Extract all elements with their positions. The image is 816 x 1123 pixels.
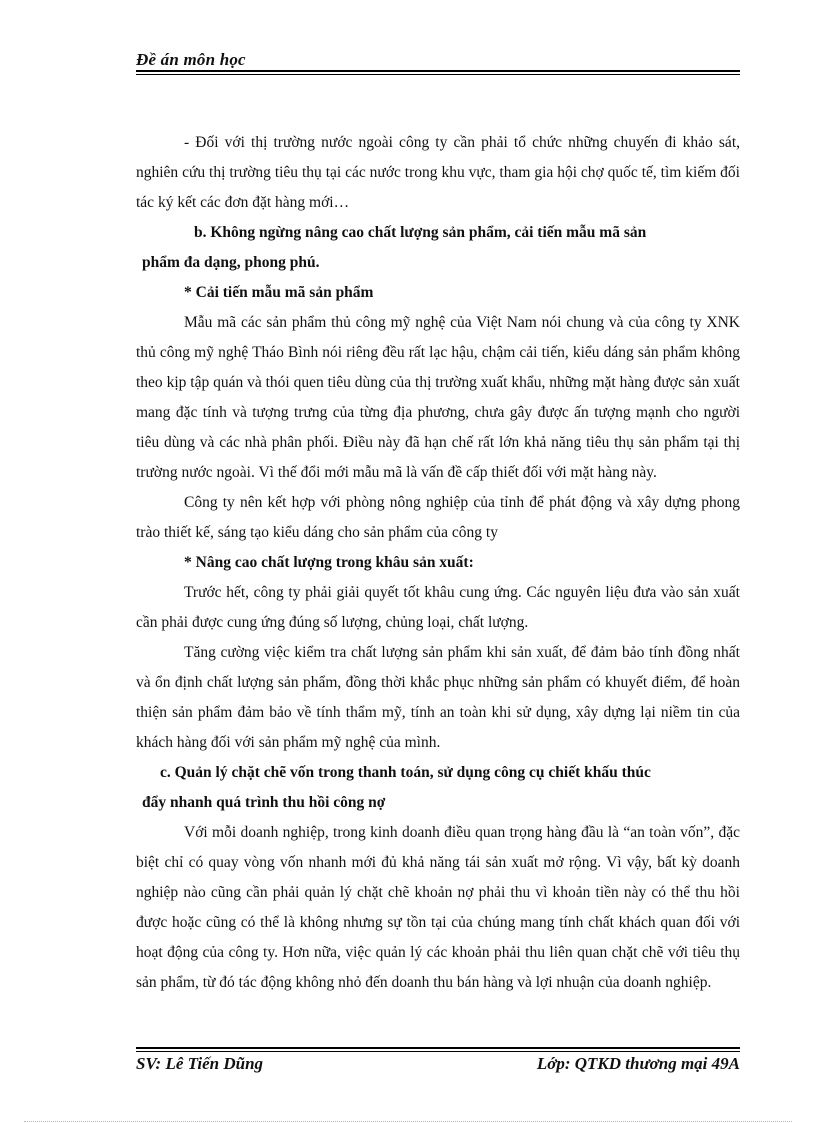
section-heading-b-line2: phẩm đa dạng, phong phú. bbox=[142, 254, 320, 271]
footer-student-name: SV: Lê Tiến Dũng bbox=[136, 1054, 264, 1073]
page-bottom-dotted-border bbox=[24, 1121, 792, 1122]
section-heading-c-line1: c. Quản lý chặt chẽ vốn trong thanh toán, sử dụng công cụ chiết khấu thúc bbox=[160, 764, 651, 781]
paragraph-capital-management: Với mỗi doanh nghiệp, trong kinh doanh điều quan trọng hàng đầu là “an toàn vốn”, đặc biệt chỉ có quay vòng vốn nhanh mới đủ khả năng tái sản xuất mở rộng. Vì vậy, bất kỳ doanh nghiệp nào cũng cần phải quản lý chặt chẽ khoản nợ phải thu vì khoản tiền này có thể thu hồi được hoặc cũng có thể là không nhưng sự tồn tại của chúng mang tính chất khách quan đối với hoạt động của công ty. Hơn nữa, việc quản lý các khoản phải thu liên quan chặt chẽ với tiêu thụ sản phẩm, từ đó tác động không nhỏ đến doanh thu bán hàng và lợi nhuận của doanh nghiệp. bbox=[136, 824, 740, 991]
paragraph-supply: Trước hết, công ty phải giải quyết tốt khâu cung ứng. Các nguyên liệu đưa vào sản xuất cần phải được cung ứng đúng số lượng, chủng loại, chất lượng. bbox=[136, 584, 740, 631]
section-heading-c bbox=[136, 758, 740, 818]
paragraph-foreign-market: - Đối với thị trường nước ngoài công ty cần phải tổ chức những chuyến đi khảo sát, nghiên cứu thị trường tiêu thụ tại các nước trong khu vực, tham gia hội chợ quốc tế, tìm kiếm đối tác ký kết các đơn đặt hàng mới… bbox=[136, 134, 740, 211]
footer-rule-thick bbox=[136, 1047, 740, 1049]
footer-rule-thin bbox=[136, 1051, 740, 1052]
paragraph-quality-check: Tăng cường việc kiểm tra chất lượng sản phẩm khi sản xuất, để đảm bảo tính đồng nhất và ổn định chất lượng sản phẩm, đồng thời khắc phục những sản phẩm có khuyết điểm, để hoàn thiện sản phẩm đảm bảo về tính thẩm mỹ, tính an toàn khi sử dụng, xây dựng lại niềm tin của khách hàng đối với sản phẩm mỹ nghệ của mình. bbox=[136, 644, 740, 751]
section-heading-b bbox=[136, 218, 740, 278]
header-rule-thick bbox=[136, 70, 740, 72]
subheading-design-improvement: * Cải tiến mẫu mã sản phẩm bbox=[184, 284, 374, 301]
paragraph-cooperation: Công ty nên kết hợp với phòng nông nghiệp của tỉnh để phát động và xây dựng phong trào thiết kế, sáng tạo kiểu dáng cho sản phẩm của công ty bbox=[136, 494, 740, 541]
section-heading-c-line2: đẩy nhanh quá trình thu hồi công nợ bbox=[142, 794, 386, 811]
section-heading-b-line1: b. Không ngừng nâng cao chất lượng sản phẩm, cải tiến mẫu mã sản bbox=[194, 224, 647, 241]
page-header-title: Đề án môn học bbox=[136, 50, 246, 69]
subheading-quality-production: * Nâng cao chất lượng trong khâu sản xuất: bbox=[184, 554, 474, 571]
footer-class-name: Lớp: QTKD thương mại 49A bbox=[536, 1054, 740, 1073]
document-body bbox=[136, 128, 740, 998]
paragraph-design: Mẫu mã các sản phẩm thủ công mỹ nghệ của Việt Nam nói chung và của công ty XNK thủ công mỹ nghệ Tháo Bình nói riêng đều rất lạc hậu, chậm cải tiến, kiểu dáng sản phẩm không theo kịp tập quán và thói quen tiêu dùng của thị trường xuất khẩu, những mặt hàng được sản xuất mang đặc tính và tượng trưng của từng địa phương, chưa gây được ấn tượng mạnh cho người tiêu dùng và các nhà phân phối. Điều này đã hạn chế rất lớn khả năng tiêu thụ sản phẩm tại thị trường nước ngoài. Vì thế đổi mới mẫu mã là vấn đề cấp thiết đối với mặt hàng này. bbox=[136, 314, 740, 481]
header-rule-thin bbox=[136, 74, 740, 75]
